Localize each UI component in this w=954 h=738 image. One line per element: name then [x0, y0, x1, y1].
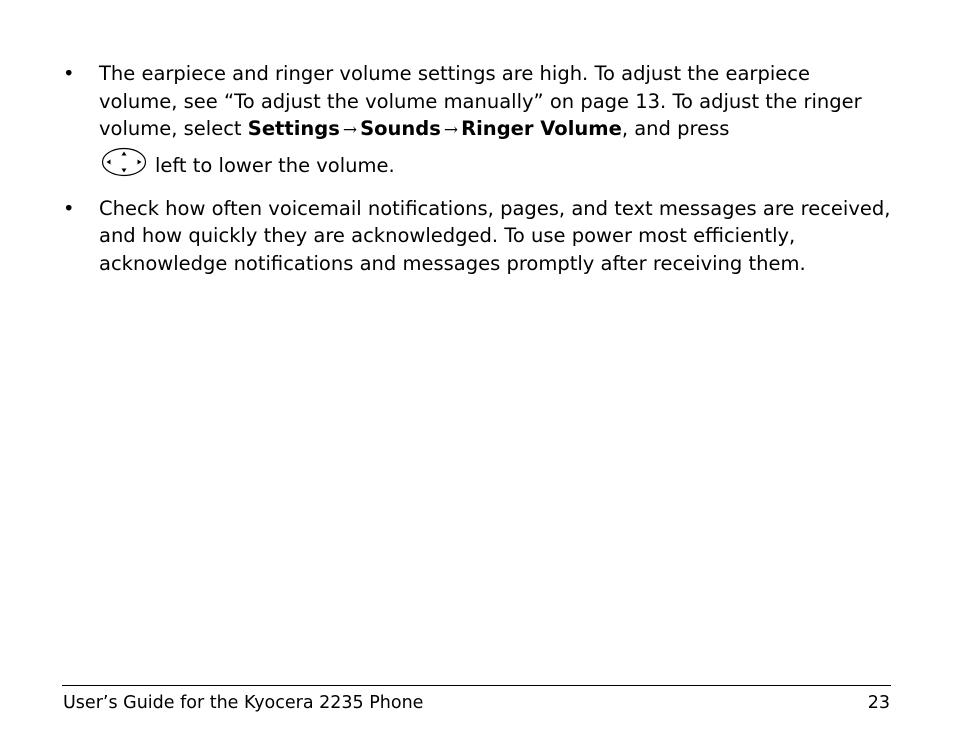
menu-settings: Settings: [247, 117, 340, 140]
footer-title: User’s Guide for the Kyocera 2235 Phone: [63, 693, 424, 713]
bullet-symbol: •: [63, 196, 75, 220]
menu-ringer-volume: Ringer Volume: [461, 117, 622, 140]
list-item-notifications: [62, 195, 892, 278]
volume-text-intro: The earpiece and ringer volume settings are high. To adjust the earpiece volume, see “To adjust the volume manually” on page 13. To adjust the ringer volume, select: [99, 62, 862, 140]
nav-instruction-line: [99, 147, 892, 184]
list-item-volume: [62, 60, 892, 184]
footer-divider: [62, 685, 891, 686]
volume-text-press: , and press: [621, 117, 730, 140]
navigation-key-icon: [101, 147, 147, 177]
page-number: 23: [867, 693, 890, 713]
page-content: [62, 60, 892, 288]
menu-arrow: →: [342, 120, 358, 140]
notifications-text: Check how often voicemail notifications, pages, and text messages are received, and how quickly they are acknowledged. To use power most efficiently, acknowledge notifications and messages promptly after receiving them.: [99, 196, 891, 275]
menu-arrow: →: [443, 120, 459, 140]
volume-text-lower: left to lower the volume.: [155, 153, 395, 177]
menu-sounds: Sounds: [360, 117, 441, 140]
bullet-symbol: •: [63, 62, 75, 85]
